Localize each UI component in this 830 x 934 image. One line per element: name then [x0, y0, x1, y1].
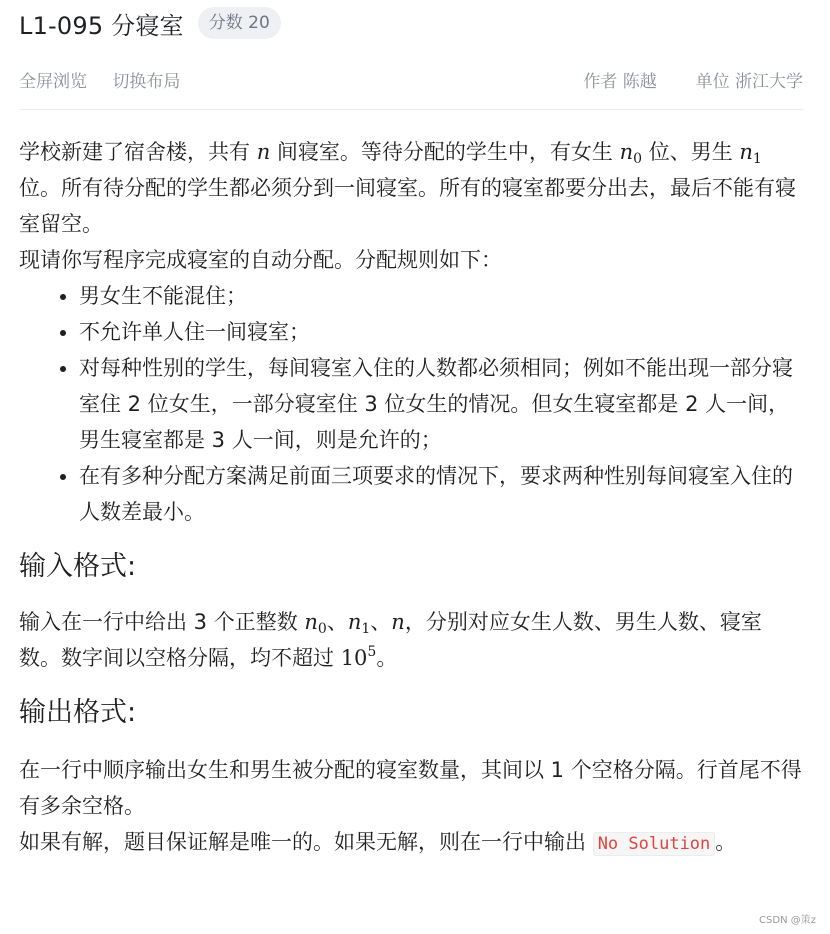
math-n: n — [256, 140, 271, 164]
title-row — [19, 4, 281, 42]
list-item: • 男女生不能混住； — [79, 278, 803, 314]
output-format-note: 如果有解，题目保证解是唯一的。如果无解，则在一行中输出 No Solution 。 — [19, 830, 737, 854]
meta-toolbar — [19, 67, 803, 93]
watermark: CSDN @策z — [759, 915, 816, 926]
input-format-heading: 输入格式: — [19, 551, 137, 582]
problem-description: 学校新建了宿舍楼，共有 n 间寝室。等待分配的学生中，有女生 $n_0$ 位、男生 $n_1$ 位。所有待分配的学生都必须分到一间寝室。所有的寝室都要分出去，最后不能有寝室留空。 — [19, 140, 796, 236]
switch-layout-button[interactable]: 切换布局 — [112, 72, 181, 92]
rules-intro: 现请你写程序完成寝室的自动分配。分配规则如下： — [19, 248, 502, 272]
unit-value: 浙江大学 — [735, 72, 803, 92]
math-n0: $n_0$ — [304, 610, 327, 637]
unit-label: 单位 — [695, 72, 730, 92]
author-value: 陈越 — [622, 72, 657, 92]
no-solution-code: No Solution — [593, 832, 716, 856]
math-n: n — [391, 610, 405, 634]
math-n1: $n_1$ — [739, 140, 762, 167]
input-format-text: 输入在一行中给出 3 个正整数 $n_0$、$n_1$、n，分别对应女生人数、男生人数、寝室数。数字间以空格分隔，均不超过 $10^5$。 — [19, 610, 762, 670]
fullscreen-button[interactable]: 全屏浏览 — [19, 72, 87, 92]
list-item: • 对每种性别的学生，每间寝室入住的人数都必须相同；例如不能出现一部分寝室住 2 位女生，一部分寝室住 3 位女生的情况。但女生寝室都是 2 人一间，男生寝室都是 3 人一间，则是允许的； — [79, 350, 803, 458]
score-badge: 分数 20 — [198, 7, 281, 39]
math-n0: $n_0$ — [619, 140, 643, 167]
output-format-heading: 输出格式: — [19, 697, 137, 728]
problem-content — [19, 134, 803, 862]
output-format-text: 在一行中顺序输出女生和男生被分配的寝室数量，其间以 1 个空格分隔。行首尾不得有多余空格。 — [19, 758, 802, 818]
page-title: L1-095 分寝室 — [19, 11, 184, 40]
header-divider — [19, 109, 803, 110]
problem-info — [583, 67, 803, 92]
list-item: • 在有多种分配方案满足前面三项要求的情况下，要求两种性别每间寝室入住的人数差最小。 — [79, 458, 803, 530]
view-options — [19, 67, 200, 92]
rules-list — [19, 278, 803, 530]
list-item: • 不允许单人住一间寝室； — [79, 314, 803, 350]
author-label: 作者 — [583, 72, 618, 92]
math-n1: $n_1$ — [347, 610, 371, 637]
math-limit: $10^5$ — [340, 644, 377, 670]
